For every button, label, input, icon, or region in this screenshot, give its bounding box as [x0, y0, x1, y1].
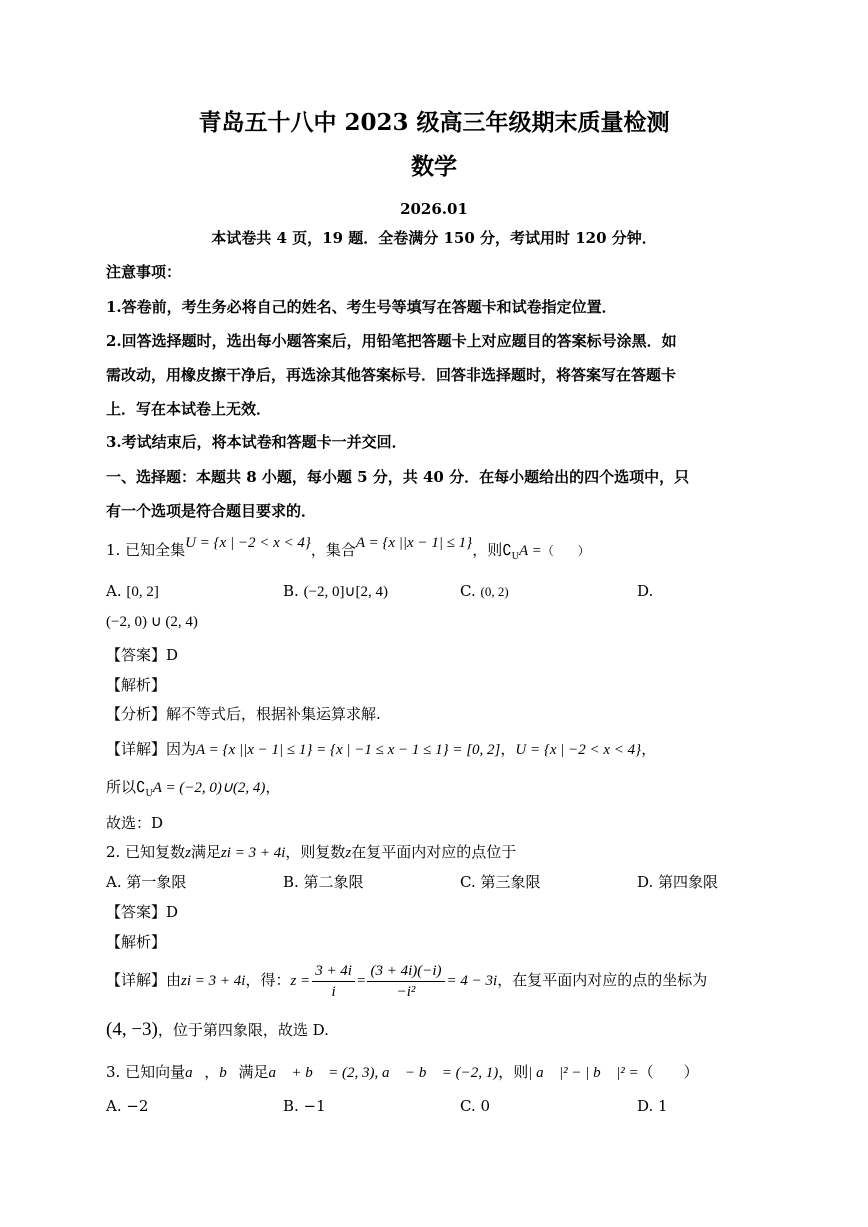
q3-expression: | a⃗ |² − | b⃗ |² = [528, 1065, 639, 1081]
q2-option-c: C. 第三象限 [460, 873, 541, 891]
section-1-line-2: 有一个选项是符合题目要求的． [106, 502, 317, 520]
q2-option-a: A. 第一象限 [106, 873, 187, 891]
q2-result: = 4 − 3i [446, 973, 498, 989]
q2-equation: zi = 3 + 4i [220, 845, 286, 861]
q1-complement-sub: U [511, 551, 519, 562]
q1-stem-a: 1. 已知全集 [106, 541, 186, 559]
subject-title: 数学 [411, 153, 457, 180]
q2-option-d: D. 第四象限 [637, 873, 719, 891]
q1-option-c: C. (0, 2) [460, 582, 509, 600]
notice-heading: 注意事项： [106, 263, 182, 281]
q1-option-a: A. [0, 2] [106, 582, 159, 600]
q2-point: (4, −3) [106, 1019, 158, 1040]
q1-stem-b: ，集合 [310, 541, 356, 559]
q1-conclusion-expr: A = (−2, 0)∪(2, 4) [152, 780, 266, 796]
question-3-stem: 3. 已知向量a⃗，b⃗满足a⃗ + b⃗ = (2, 3), a⃗ − b⃗ = (−2, 1)，则| a⃗ |² − | b⃗ |² =（ ） [106, 1063, 699, 1081]
q1-option-d-label: D. [637, 582, 654, 600]
q1-complement-symbol: ∁ [502, 543, 512, 559]
q2-fraction-1: $\frac{3 + 4i}{i}$ [312, 961, 355, 1002]
q1-set-u: U = {x | −2 < x < 4} [185, 535, 311, 551]
q2-analysis: 【解析】 [106, 933, 167, 951]
q2-detail-cont: (4, −3)，位于第四象限，故选 D. [106, 1019, 329, 1040]
q2-detail: 【详解】由zi = 3 + 4i，得：z = $\frac{3 + 4i}{i}$ = $\frac{(3 + 4i)(-i)}{\text{−i²}}$ = 4 − 3i，在复平面内对应的点的坐标为 [106, 962, 708, 1000]
q1-set-a: A = {x ||x − 1| ≤ 1} [355, 535, 473, 551]
q3-option-b: B. −1 [283, 1097, 326, 1115]
question-2-stem: 2. 已知复数z满足zi = 3 + 4i，则复数z在复平面内对应的点位于 [106, 843, 517, 861]
notice-item-1: 1.答卷前，考生务必将自己的姓名、考生号等填写在答题卡和试卷指定位置． [106, 298, 617, 316]
exam-date: 2026.01 [400, 200, 468, 218]
question-1-stem [106, 535, 590, 567]
q1-complement-a: A = [518, 543, 542, 559]
section-1-line-1: 一、选择题：本题共 8 小题，每小题 5 分，共 40 分．在每小题给出的四个选项中，只 [106, 468, 690, 486]
q3-condition: a⃗ + b⃗ = (2, 3), a⃗ − b⃗ = (−2, 1) [268, 1065, 499, 1081]
q3-option-c: C. 0 [460, 1097, 491, 1115]
q1-answer-paren: （ ） [541, 544, 590, 558]
q1-option-b: B. (−2, 0]∪[2, 4) [283, 582, 388, 600]
q1-choose: 故选：D [106, 814, 164, 832]
notice-item-3: 3.考试结束后，将本试卷和答题卡一并交回． [106, 433, 407, 451]
q1-answer: 【答案】D [106, 646, 179, 664]
q1-analysis: 【解析】 [106, 676, 167, 694]
q1-stem-c: ，则 [472, 541, 503, 559]
exam-info: 本试卷共 4 页，19 题．全卷满分 150 分，考试用时 120 分钟． [211, 229, 657, 247]
notice-item-2-line-3: 上．写在本试卷上无效． [106, 400, 272, 418]
q3-option-d: D. 1 [637, 1097, 668, 1115]
notice-item-2-line-1: 2.回答选择题时，选出每小题答案后，用铅笔把答题卡上对应题目的答案标号涂黑．如 [106, 332, 677, 350]
q1-detail-u: U = {x | −2 < x < 4} [515, 742, 642, 758]
exam-title: 青岛五十八中 2023 级高三年级期末质量检测 [198, 109, 670, 136]
q1-detail: 【详解】因为A = {x ||x − 1| ≤ 1} = {x | −1 ≤ x − 1 ≤ 1} = [0, 2]，U = {x | −2 < x < 4}， [106, 740, 657, 758]
q1-conclusion: 所以$∁_UA = (-2$, 0)∪(2, 4)， [106, 778, 281, 799]
q1-detail-expr: A = {x ||x − 1| ≤ 1} = {x | −1 ≤ x − 1 ≤ 1} = [0, 2] [196, 742, 501, 758]
q1-fenxi: 【分析】解不等式后，根据补集运算求解. [106, 705, 381, 723]
q2-option-b: B. 第二象限 [283, 873, 364, 891]
q1-option-d: (−2, 0) ∪ (2, 4) [106, 614, 198, 630]
q2-answer: 【答案】D [106, 903, 179, 921]
q3-option-a: A. −2 [106, 1097, 149, 1115]
notice-item-2-line-2: 需改动，用橡皮擦干净后，再选涂其他答案标号．回答非选择题时，将答案写在答题卡 [106, 366, 677, 384]
q2-fraction-2: $\frac{(3 + 4i)(-i)}{\text{−i²}}$ [367, 961, 444, 1002]
